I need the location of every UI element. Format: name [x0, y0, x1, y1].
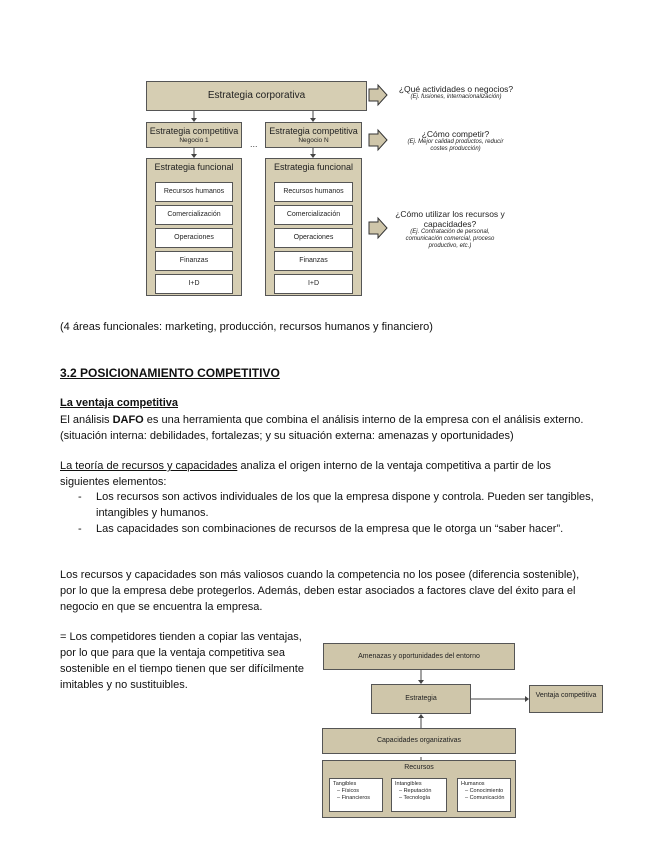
functional-n-label: Estrategia funcional [273, 162, 354, 172]
area-box: Finanzas [155, 251, 233, 271]
humanos-title: Humanos [461, 781, 485, 787]
area-box: Recursos humanos [155, 182, 233, 202]
resources-theory-text: analiza el origen interno de la ventaja competitiva a partir de los siguientes elementos: [60, 460, 552, 488]
question-2-text: ¿Cómo competir? [421, 129, 490, 139]
humanos-item: – Comunicación [465, 795, 505, 801]
area-box: Recursos humanos [274, 182, 353, 202]
dots: ... [250, 139, 258, 149]
tangibles-item: – Financieros [337, 795, 371, 801]
area-box: Finanzas [274, 251, 353, 271]
competitive-1-sub: Negocio 1 [179, 137, 209, 144]
question-2-example: (Ej. Mejor calidad productos, reducir costes producción) [407, 139, 504, 152]
dafo-text-c: es una herramienta que combina el análisis interno de la empresa con el análisis externo. (situación interna: debilidades, fortalezas; y su situación externa: amenazas y oportunidades) [60, 414, 584, 442]
dafo-term: DAFO [112, 414, 144, 426]
area-box: Comercialización [155, 205, 233, 225]
intangibles-item: – Tecnología [399, 795, 431, 801]
capabilities-box: Capacidades organizativas [322, 728, 516, 754]
bullet-dash: - [78, 491, 82, 503]
bullet-text: Las capacidades son combinaciones de recursos de la empresa que le otorga un “saber hacer”. [96, 523, 564, 535]
question-1-example: (Ej. fusiones, internacionalización) [410, 94, 502, 100]
subsection-title: La ventaja competitiva [60, 397, 178, 409]
resources-label: Recursos [404, 764, 434, 771]
area-box: I+D [274, 274, 353, 294]
advantage-box: Ventaja competitiva [529, 685, 603, 713]
area-box: I+D [155, 274, 233, 294]
tangibles-item: – Físicos [337, 788, 360, 794]
intangibles-item: – Reputación [399, 788, 432, 794]
area-box: Comercialización [274, 205, 353, 225]
functional-areas-caption: (4 áreas funcionales: marketing, producción, recursos humanos y financiero) [60, 321, 433, 333]
strategy-box: Estrategia [371, 684, 471, 714]
question-3-text: ¿Cómo utilizar los recursos y capacidades? [395, 209, 505, 229]
bullet-text: Los recursos son activos individuales de los que la empresa dispone y controla. Pueden ser tangibles, intangibles y humanos. [96, 491, 594, 519]
dafo-text-a: El análisis [60, 414, 113, 426]
competitive-1-label: Estrategia competitiva [149, 126, 239, 136]
question-3-example: (Ej. Contratación de personal, comunicación comercial, proceso productivo, etc.) [405, 229, 495, 249]
intangibles-title: Intangibles [395, 781, 422, 787]
bullet-dash: - [78, 523, 82, 535]
humanos-item: – Conocimiento [465, 788, 504, 794]
value-paragraph: Los recursos y capacidades son más valiosos cuando la competencia no los posee (diferencia sostenible), por lo que la empresa debe protegerlos. Además, deben estar asociados a factores clave del éxito para el negocio en que se encuentra la empresa. [60, 569, 580, 613]
section-title: 3.2 POSICIONAMIENTO COMPETITIVO [60, 366, 280, 380]
competitive-n-label: Estrategia competitiva [269, 126, 358, 136]
corporate-strategy-label: Estrategia corporativa [207, 90, 306, 101]
tangibles-title: Tangibles [333, 781, 357, 787]
imitability-paragraph: = Los competidores tienden a copiar las ventajas, por lo que para que la ventaja competitiva sea sostenible en el tiempo tienen que ser difícilmente imitables y no sustituibles. [60, 631, 304, 691]
area-box: Operaciones [274, 228, 353, 248]
competitive-n-sub: Negocio N [298, 137, 329, 144]
question-1-text: ¿Qué actividades o negocios? [398, 84, 514, 94]
environment-box: Amenazas y oportunidades del entorno [323, 643, 515, 670]
functional-1-label: Estrategia funcional [154, 162, 234, 172]
area-box: Operaciones [155, 228, 233, 248]
resources-theory-term: La teoría de recursos y capacidades [60, 460, 238, 472]
